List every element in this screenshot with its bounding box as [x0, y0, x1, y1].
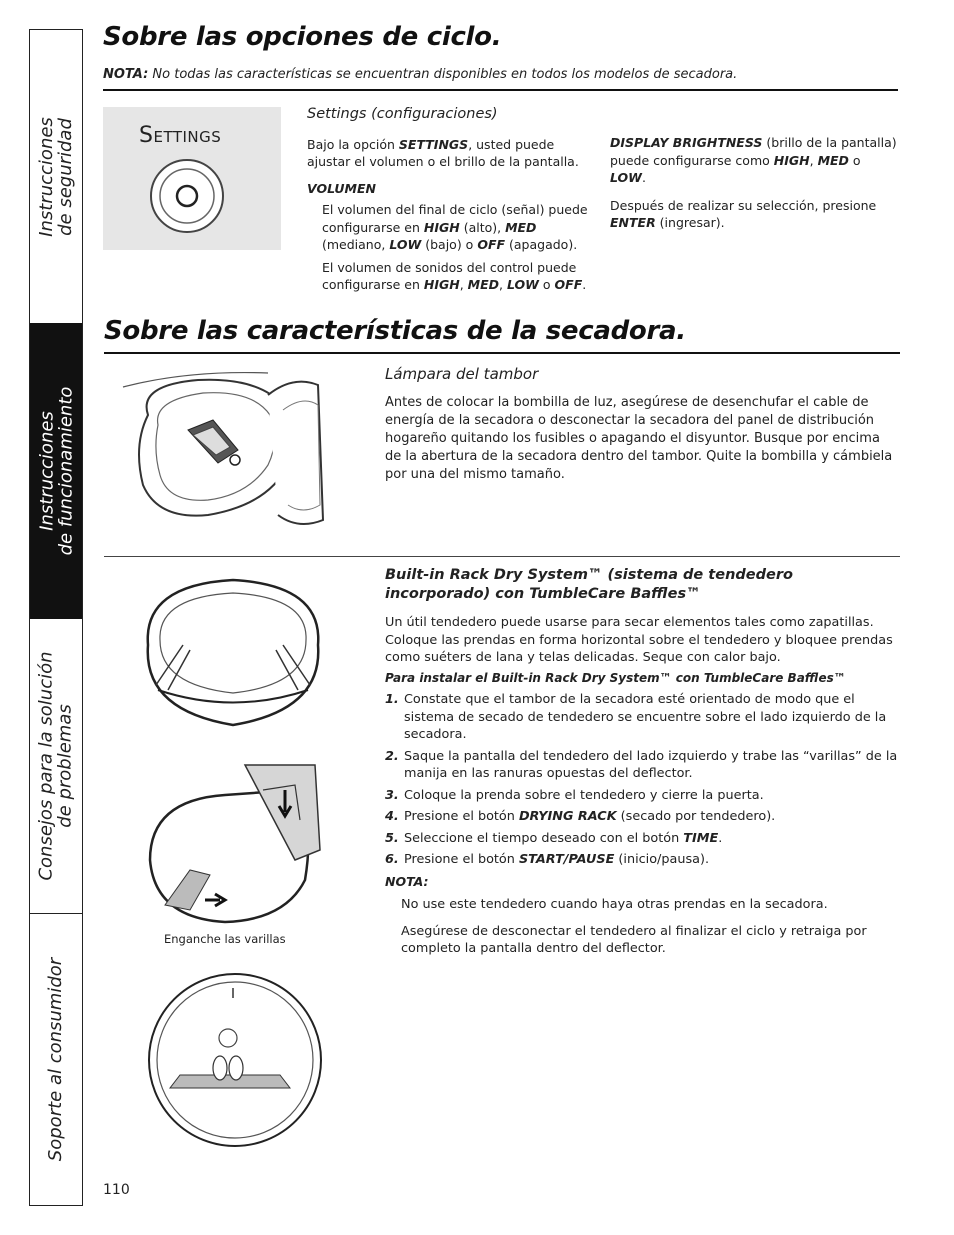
after-selection-text: Después de realizar su selección, presione ENTER (ingresar).	[610, 197, 877, 230]
list-item: 2. Saque la pantalla del tendedero del lado izquierdo y trabe las “varillas” de la manija en las ranuras opuestas del deflector.	[385, 748, 898, 781]
rack-section	[385, 566, 900, 958]
list-item: 5. Seleccione el tiempo deseado con el botón TIME.	[385, 830, 723, 846]
list-item: 4. Presione el botón DRYING RACK (secado por tendedero).	[385, 809, 776, 824]
lamp-section	[385, 366, 900, 484]
lamp-heading: Lámpara del tambor	[385, 365, 539, 383]
settings-intro: Bajo la opción SETTINGS, usted puede ajustar el volumen o el brillo de la pantalla.	[307, 136, 579, 169]
settings-col-2	[610, 134, 898, 232]
rack-note-label: NOTA:	[385, 873, 429, 889]
tab-seguridad[interactable]: Instrucciones de seguridad	[36, 116, 77, 237]
hook-caption: Enganche las varillas	[164, 932, 286, 946]
settings-label: Settings	[139, 123, 222, 148]
volume-control: El volumen de sonidos del control puede configurarse en HIGH, MED, LOW o OFF.	[322, 259, 587, 292]
divider	[104, 556, 900, 557]
settings-heading: Settings (configuraciones)	[307, 106, 498, 122]
settings-knob-icon	[147, 156, 227, 236]
rack-text: Un útil tendedero puede usarse para secar elementos tales como zapatillas. Coloque las prendas en forma horizontal sobre el tendedero y bloquee prendas como suéters de lana y telas delicadas. Seque con calor bajo.	[385, 615, 893, 665]
install-heading: Para instalar el Built-in Rack Dry System™ con TumbleCare Baffles™	[385, 670, 846, 685]
brightness-text: DISPLAY BRIGHTNESS (brillo de la pantalla) puede configurarse como HIGH, MED o LOW.	[610, 135, 897, 185]
rack-heading: Built-in Rack Dry System™ (sistema de tendedero incorporado) con TumbleCare Baffles™	[385, 567, 793, 602]
rack-note-1: No use este tendedero cuando haya otras prendas en la secadora.	[401, 897, 828, 912]
rack-note-2: Asegúrese de desconectar el tendedero al finalizar el ciclo y retraiga por completo la pantalla dentro del deflector.	[401, 923, 867, 956]
rule	[104, 352, 900, 354]
rule	[103, 89, 898, 91]
rack-top-view-illustration	[138, 575, 328, 730]
list-item: 6. Presione el botón START/PAUSE (inicio/pausa).	[385, 852, 710, 867]
section-sidebar	[29, 29, 83, 1206]
drum-lamp-illustration	[118, 365, 328, 545]
settings-col-1	[307, 106, 597, 294]
cycle-options-title: Sobre las opciones de ciclo.	[103, 22, 502, 52]
dryer-features-title: Sobre las características de la secadora.	[104, 316, 686, 346]
volume-end-cycle: El volumen del final de ciclo (señal) puede configurarse en HIGH (alto), MED (mediano, LOW (bajo) o OFF (apagado).	[322, 202, 588, 252]
rack-front-view-illustration	[140, 970, 330, 1150]
rack-hook-illustration	[145, 760, 325, 930]
list-item: 3. Coloque la prenda sobre el tendedero y cierre la puerta.	[385, 787, 764, 803]
tab-solucion-problemas[interactable]: Consejos para la solución de problemas	[36, 651, 77, 881]
install-steps	[385, 691, 900, 869]
settings-button-illustration	[103, 107, 281, 250]
volume-heading: VOLUMEN	[307, 180, 376, 196]
cycle-note: NOTA: No todas las características se encuentran disponibles en todos los modelos de secadora.	[103, 67, 738, 82]
list-item: 1. Constate que el tambor de la secadora esté orientado de modo que el sistema de secado de tendedero se encuentre sobre el lado izquierdo de la secadora.	[385, 692, 887, 742]
lamp-text: Antes de colocar la bombilla de luz, asegúrese de desenchufar el cable de energía de la secadora o desconectar la secadora del panel de distribución hogareño quitando los fusibles o apagando el disyuntor. Busque por encima de la abertura de la secadora dentro del tambor. Quite la bombilla y cámbiela por una del mismo tamaño.	[385, 394, 893, 482]
page-number: 110	[103, 1182, 130, 1198]
tab-funcionamiento[interactable]: Instrucciones de funcionamiento	[30, 323, 82, 619]
tab-soporte[interactable]: Soporte al consumidor	[30, 913, 82, 1205]
